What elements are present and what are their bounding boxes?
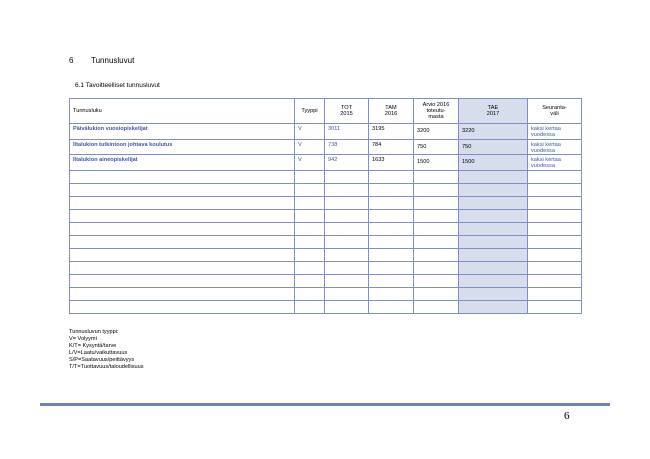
header-tunnusluku: Tunnusluku <box>70 99 295 124</box>
row-name: Iltalukion tutkintoon johtava koulutus <box>70 139 295 155</box>
empty-cell <box>414 222 459 235</box>
empty-cell <box>325 248 369 261</box>
empty-cell <box>369 196 414 209</box>
table-header-row <box>70 99 582 124</box>
header-tot: TOT 2015 <box>325 99 369 124</box>
empty-table-row <box>70 274 582 287</box>
row-seuranta: kaksi kertaa vuodessa <box>528 139 582 155</box>
footer-divider <box>40 403 610 406</box>
empty-cell <box>295 170 325 183</box>
row-seuranta: kaksi kertaa vuodessa <box>528 124 582 140</box>
empty-cell <box>295 287 325 300</box>
legend-item: K/T= Kysyntä/tarve <box>69 342 117 349</box>
empty-cell <box>459 209 528 222</box>
row-type: V <box>295 124 325 140</box>
empty-cell <box>295 222 325 235</box>
row-seuranta: kaksi kertaa vuodessa <box>528 155 582 171</box>
empty-cell <box>414 196 459 209</box>
empty-cell <box>459 183 528 196</box>
empty-cell <box>70 183 295 196</box>
empty-cell <box>414 248 459 261</box>
empty-cell <box>369 248 414 261</box>
section-heading <box>69 56 134 65</box>
empty-cell <box>369 261 414 274</box>
empty-table-row <box>70 209 582 222</box>
empty-cell <box>369 274 414 287</box>
empty-cell <box>325 170 369 183</box>
empty-cell <box>528 287 582 300</box>
empty-cell <box>295 300 325 313</box>
empty-cell <box>414 300 459 313</box>
empty-cell <box>325 235 369 248</box>
empty-cell <box>295 235 325 248</box>
empty-cell <box>414 274 459 287</box>
empty-cell <box>70 209 295 222</box>
empty-cell <box>325 196 369 209</box>
empty-cell <box>528 209 582 222</box>
empty-cell <box>528 170 582 183</box>
empty-cell <box>70 196 295 209</box>
empty-cell <box>528 261 582 274</box>
empty-cell <box>528 222 582 235</box>
empty-cell <box>325 261 369 274</box>
legend-item: T/T=Tuottavuus/taloudellisuus <box>69 363 144 370</box>
empty-cell <box>414 235 459 248</box>
empty-cell <box>295 183 325 196</box>
section-title: Tunnusluvut <box>91 56 135 65</box>
empty-cell <box>369 287 414 300</box>
header-tae: TAE 2017 <box>459 99 528 124</box>
header-tam: TAM 2016 <box>369 99 414 124</box>
empty-table-row <box>70 248 582 261</box>
empty-cell <box>70 222 295 235</box>
empty-cell <box>70 235 295 248</box>
legend-item: V= Volyymi <box>69 335 97 342</box>
empty-cell <box>528 300 582 313</box>
row-tam: 784 <box>369 139 414 155</box>
empty-cell <box>528 235 582 248</box>
row-tae: 1500 <box>459 155 528 171</box>
empty-cell <box>528 196 582 209</box>
empty-cell <box>295 248 325 261</box>
empty-table-row <box>70 222 582 235</box>
legend-title: Tunnusluvun tyyppi: <box>69 329 119 335</box>
row-arvio: 1500 <box>414 155 459 171</box>
legend-item: L/V=Laatu/vaikuttavuus <box>69 349 128 356</box>
row-tot: 3011 <box>325 124 369 140</box>
empty-table-row <box>70 287 582 300</box>
empty-cell <box>325 209 369 222</box>
empty-cell <box>70 261 295 274</box>
empty-cell <box>325 274 369 287</box>
empty-cell <box>414 261 459 274</box>
legend-item: S/P=Saatavuus/peittävyys <box>69 356 135 363</box>
empty-table-row <box>70 261 582 274</box>
row-arvio: 750 <box>414 139 459 155</box>
empty-cell <box>459 196 528 209</box>
empty-cell <box>414 287 459 300</box>
empty-cell <box>369 300 414 313</box>
empty-cell <box>369 209 414 222</box>
row-tam: 3195 <box>369 124 414 140</box>
empty-table-row <box>70 196 582 209</box>
empty-cell <box>70 300 295 313</box>
empty-cell <box>70 274 295 287</box>
kpi-table <box>69 98 582 314</box>
row-tam: 1633 <box>369 155 414 171</box>
empty-cell <box>528 248 582 261</box>
empty-table-row <box>70 235 582 248</box>
empty-cell <box>295 261 325 274</box>
empty-cell <box>528 274 582 287</box>
empty-cell <box>459 287 528 300</box>
table-row <box>70 139 582 155</box>
subsection-heading: 6.1 Tavoitteelliset tunnusluvut <box>75 82 160 89</box>
header-tyyppi: Tyyppi <box>295 99 325 124</box>
row-tae: 3220 <box>459 124 528 140</box>
empty-cell <box>369 235 414 248</box>
row-type: V <box>295 139 325 155</box>
row-name: Iltalukion aineopiskelijat <box>70 155 295 171</box>
empty-cell <box>459 274 528 287</box>
row-name: Päivälukion vuosiopiskelijat <box>70 124 295 140</box>
empty-cell <box>414 170 459 183</box>
row-tot: 942 <box>325 155 369 171</box>
empty-cell <box>528 183 582 196</box>
empty-cell <box>295 209 325 222</box>
empty-cell <box>325 300 369 313</box>
empty-cell <box>369 183 414 196</box>
row-tae: 750 <box>459 139 528 155</box>
empty-cell <box>70 287 295 300</box>
row-arvio: 3200 <box>414 124 459 140</box>
empty-cell <box>459 235 528 248</box>
empty-cell <box>369 170 414 183</box>
row-tot: 738 <box>325 139 369 155</box>
empty-table-row <box>70 300 582 313</box>
empty-cell <box>459 300 528 313</box>
empty-cell <box>369 222 414 235</box>
empty-table-row <box>70 170 582 183</box>
empty-cell <box>414 209 459 222</box>
empty-cell <box>70 170 295 183</box>
header-arvio: Arvio 2016 toteutu- masta <box>414 99 459 124</box>
empty-cell <box>459 222 528 235</box>
empty-cell <box>459 261 528 274</box>
empty-table-row <box>70 183 582 196</box>
empty-cell <box>459 248 528 261</box>
empty-cell <box>414 183 459 196</box>
section-number: 6 <box>69 56 74 65</box>
empty-cell <box>295 274 325 287</box>
table-row <box>70 124 582 140</box>
row-type: V <box>295 155 325 171</box>
empty-cell <box>295 196 325 209</box>
empty-cell <box>325 183 369 196</box>
empty-cell <box>459 170 528 183</box>
header-seuranta: Seuranta- väli <box>528 99 582 124</box>
empty-cell <box>325 222 369 235</box>
page-number: 6 <box>564 410 570 422</box>
table-row <box>70 155 582 171</box>
empty-cell <box>325 287 369 300</box>
empty-cell <box>70 248 295 261</box>
type-legend <box>69 329 144 370</box>
